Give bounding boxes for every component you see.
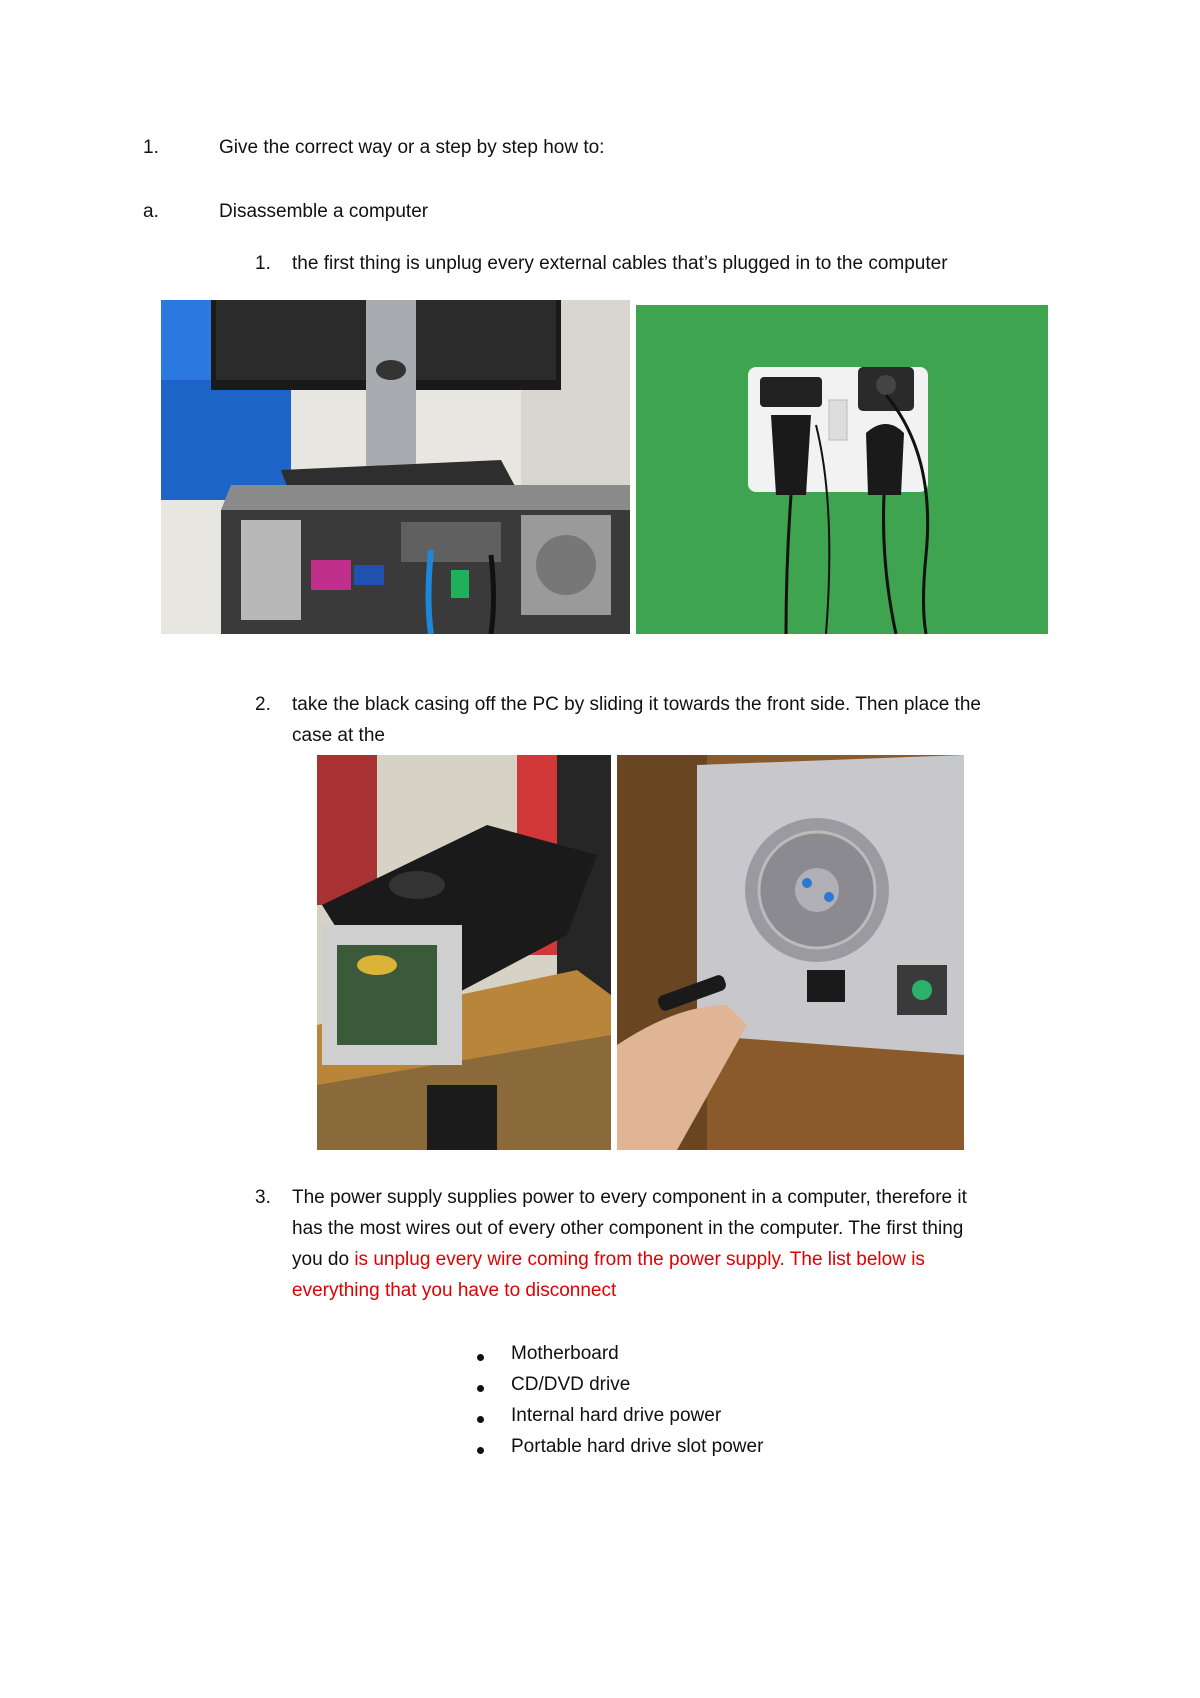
step-3-text-line3-black: you do bbox=[292, 1249, 355, 1270]
photo-power-supply-screws bbox=[617, 755, 964, 1150]
step-3-text-line2: has the most wires out of every other component in the computer. The first thing bbox=[292, 1218, 964, 1239]
step-2-number: 2. bbox=[255, 694, 271, 715]
step-3-text-line3-red: is unplug every wire coming from the power supply. The list below is bbox=[354, 1249, 925, 1270]
list-item: Portable hard drive slot power bbox=[511, 1436, 764, 1457]
step-1-text: the first thing is unplug every external cables that’s plugged in to the computer bbox=[292, 253, 948, 274]
step-3-text-line3 bbox=[292, 1245, 925, 1275]
heading-text: Give the correct way or a step by step how to: bbox=[219, 137, 605, 158]
step-3-text-line1: The power supply supplies power to every component in a computer, therefore it bbox=[292, 1187, 967, 1208]
step-1-number: 1. bbox=[255, 253, 271, 274]
step-3-text-line4: everything that you have to disconnect bbox=[292, 1280, 617, 1301]
photo-wall-socket bbox=[636, 305, 1048, 634]
bullet-dot-icon bbox=[477, 1354, 484, 1361]
step-2-text-line2: case at the bbox=[292, 725, 385, 746]
heading-number: 1. bbox=[143, 137, 159, 158]
list-item: Internal hard drive power bbox=[511, 1405, 722, 1426]
sub-text: Disassemble a computer bbox=[219, 201, 429, 222]
bullet-dot-icon bbox=[477, 1447, 484, 1454]
step-2-text-line1: take the black casing off the PC by sliding it towards the front side. Then place the bbox=[292, 694, 981, 715]
bullet-dot-icon bbox=[477, 1385, 484, 1392]
list-item: Motherboard bbox=[511, 1343, 619, 1364]
list-item: CD/DVD drive bbox=[511, 1374, 631, 1395]
photo-removing-casing bbox=[317, 755, 611, 1150]
photo-pc-rear-cables bbox=[161, 300, 630, 634]
sub-number: a. bbox=[143, 201, 159, 222]
bullet-dot-icon bbox=[477, 1416, 484, 1423]
step-3-number: 3. bbox=[255, 1187, 271, 1208]
